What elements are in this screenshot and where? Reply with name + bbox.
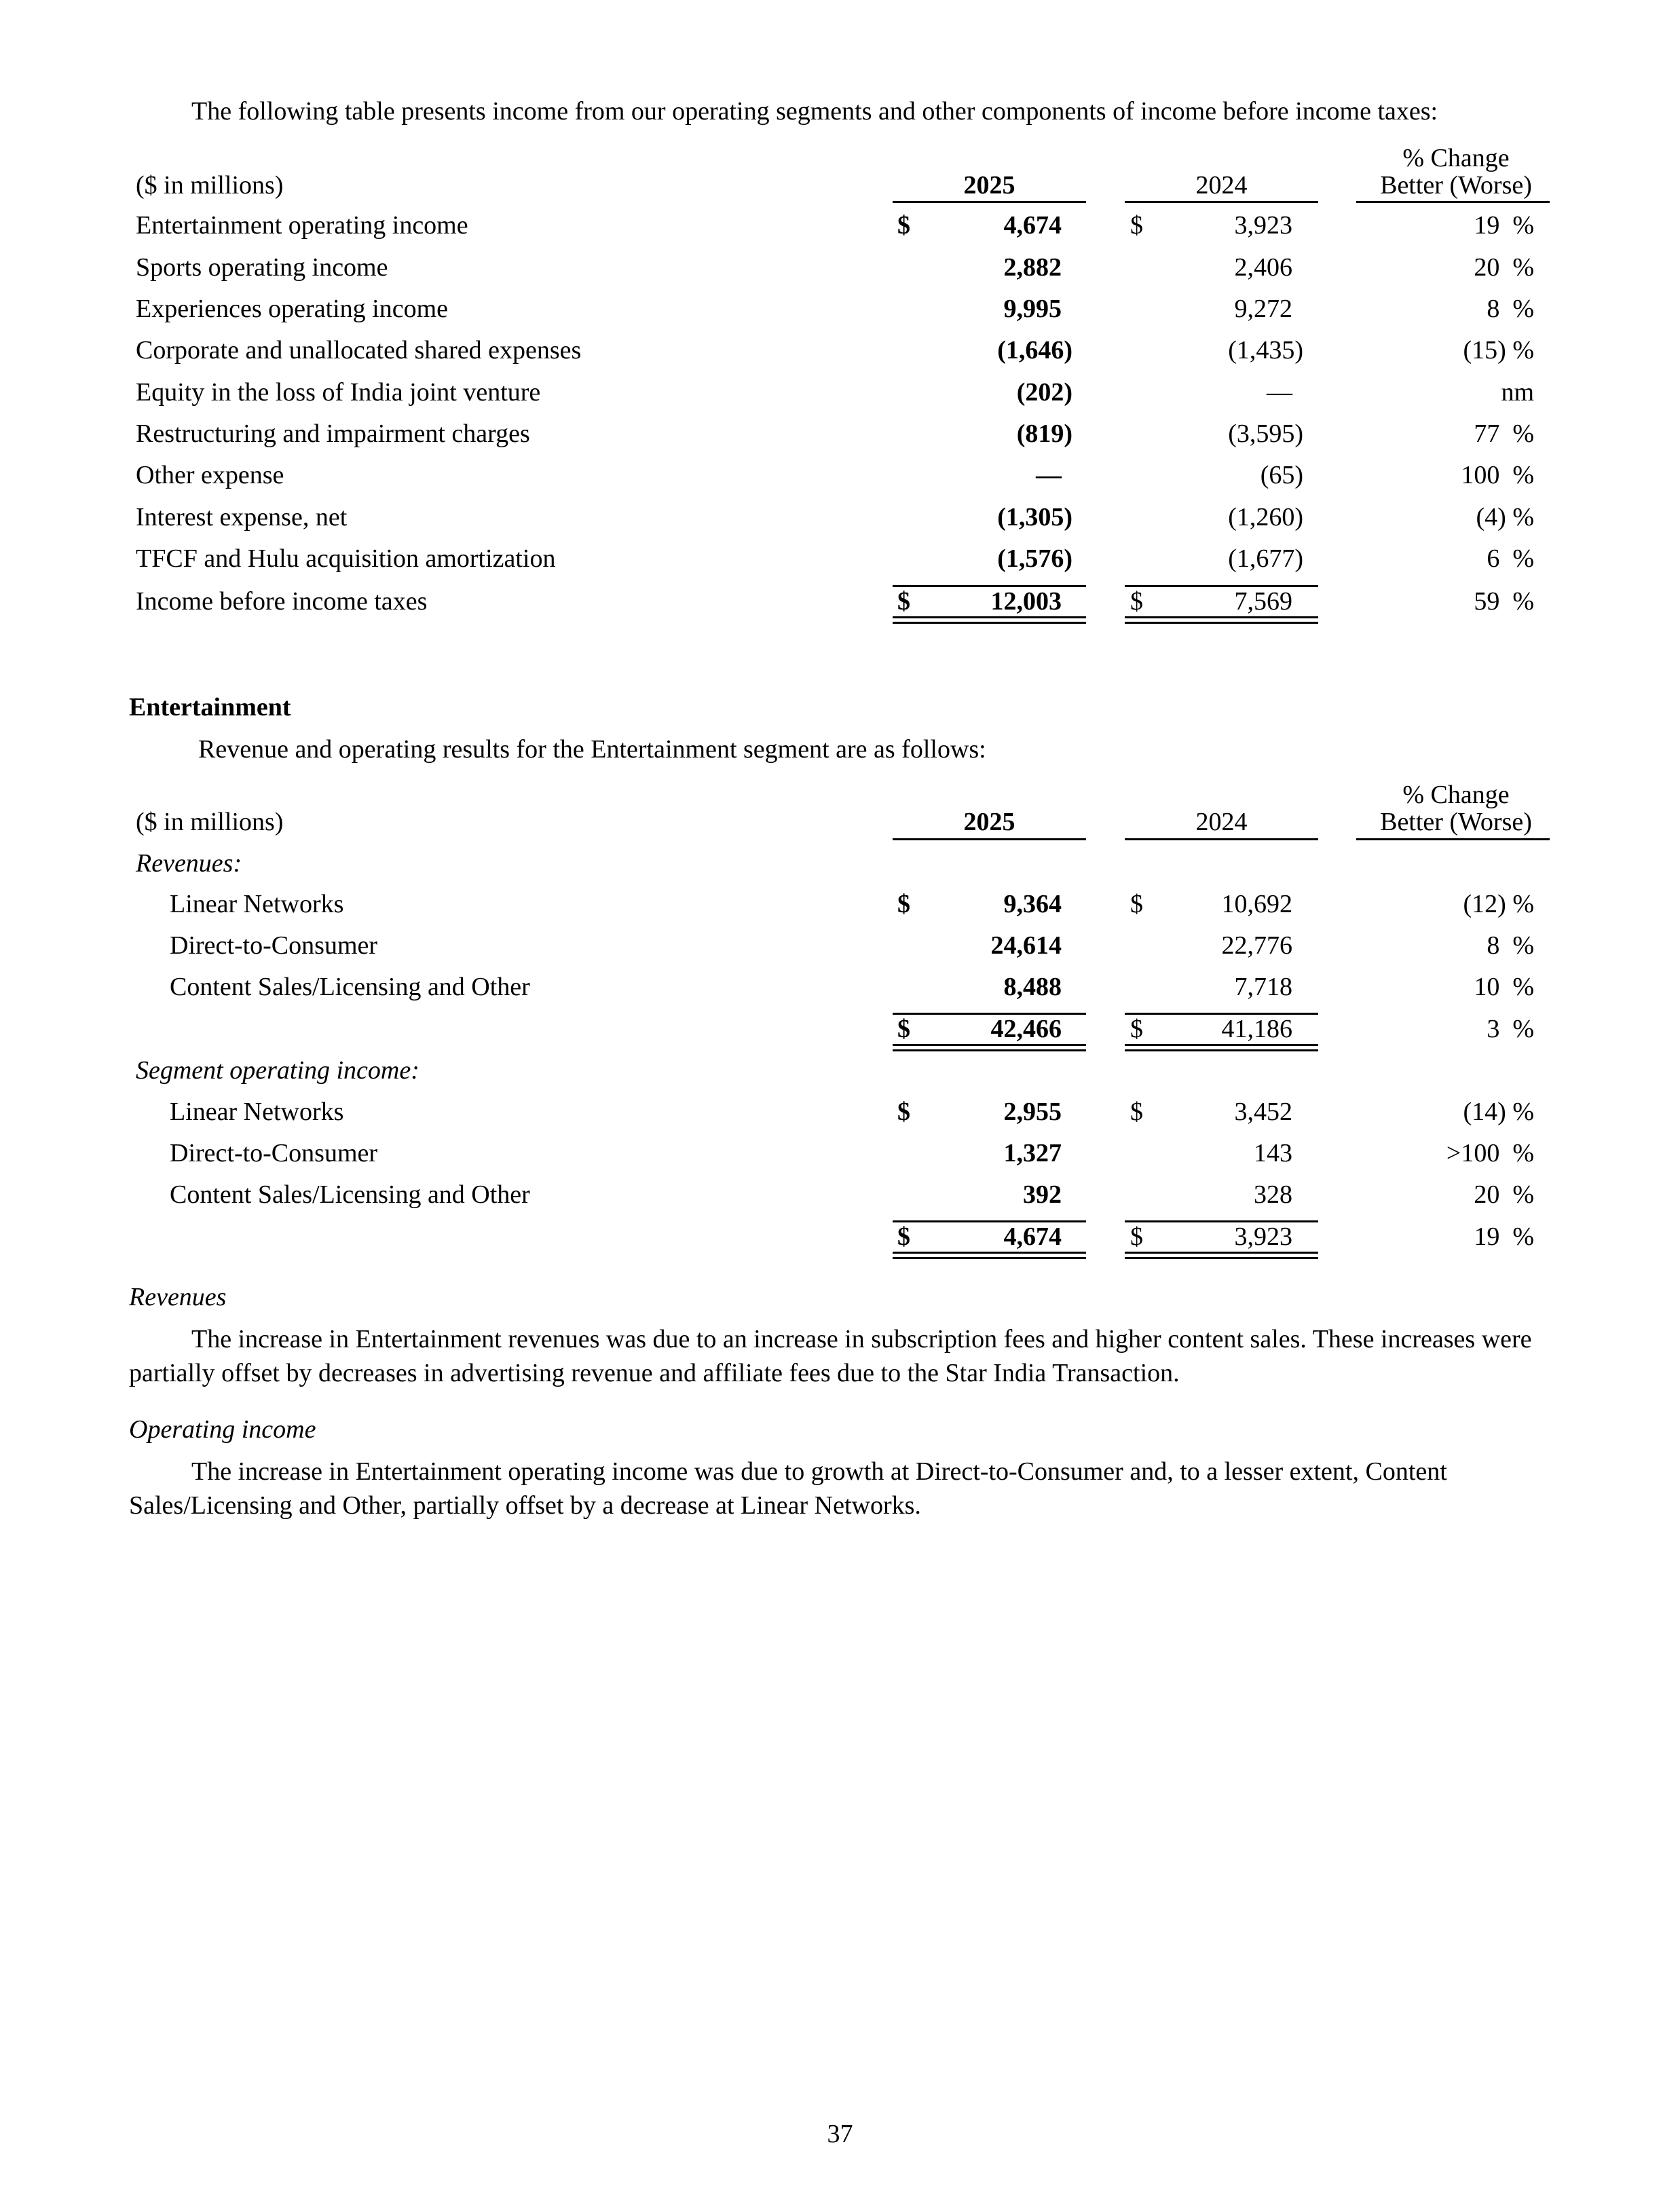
row-label: TFCF and Hulu acquisition amortization [136,544,556,573]
value-2025: 24,614 [990,931,1062,960]
value-2024: 41,186 [1221,1015,1292,1043]
row-label: Corporate and unallocated shared expenses [136,336,582,364]
change-percent: 19 % [1474,1222,1534,1251]
subtotal-rule-2024 [1125,1013,1318,1015]
value-2025: 9,995 [1003,295,1062,323]
segment-operating-income-label: Segment operating income: [136,1056,419,1085]
total-double-rule-2025 [893,1252,1086,1259]
header-rule-change [1356,838,1550,840]
value-2025: (1,576) [997,544,1072,573]
value-2025: (1,305) [997,503,1072,531]
col-2024-header: 2024 [1195,171,1248,200]
col-2025-header: 2025 [963,171,1015,200]
change-header-line1: % Change [1402,781,1510,809]
row-label: Linear Networks [170,890,344,918]
value-2025: (1,646) [997,336,1072,364]
revenues-label: Revenues: [136,849,242,878]
value-2024: 3,452 [1234,1098,1292,1126]
page-number: 37 [827,2120,853,2148]
col-2025-header: 2025 [963,808,1015,836]
row-label: Equity in the loss of India joint venture [136,378,541,407]
operating-income-heading: Operating income [129,1415,316,1444]
currency-sign-2024: $ [1130,1098,1143,1126]
header-rule-2024 [1125,838,1318,840]
row-label: Content Sales/Licensing and Other [170,1180,530,1209]
subtotal-rule-2025 [893,1013,1086,1015]
value-2025: 4,674 [1003,1222,1062,1251]
row-label: Sports operating income [136,253,388,282]
change-percent: (4) % [1476,503,1534,531]
value-2024: 22,776 [1221,931,1292,960]
row-label: Content Sales/Licensing and Other [170,973,530,1001]
header-rule-change [1356,201,1550,203]
change-header-line2: Better (Worse) [1380,171,1532,200]
subtotal-rule-2025 [893,1220,1086,1222]
row-label: Other expense [136,461,284,489]
col-2024-header: 2024 [1195,808,1248,836]
row-label: Income before income taxes [136,587,428,616]
revenues-paragraph: The increase in Entertainment revenues was due to an increase in subscription fees and higher content sales. These increases were partially offset by decreases in advertising revenue and affiliate fees due to the Star India Transaction. [129,1325,1532,1387]
value-2025: 12,003 [990,587,1062,616]
change-percent: 10 % [1474,973,1534,1001]
units-label: ($ in millions) [136,171,284,200]
value-2025: 1,327 [1003,1139,1062,1167]
value-2024: (1,435) [1228,336,1303,364]
change-percent: >100 % [1446,1139,1534,1167]
value-2024: 7,718 [1234,973,1292,1001]
header-rule-2024 [1125,201,1318,203]
change-percent: 3 % [1487,1015,1534,1043]
row-label: Entertainment operating income [136,211,468,240]
change-percent: 8 % [1487,931,1534,960]
value-2025: 2,955 [1003,1098,1062,1126]
row-label: Interest expense, net [136,503,348,531]
value-2024: — [1267,378,1292,407]
currency-sign-2025: $ [897,587,910,616]
change-header-line2: Better (Worse) [1380,808,1532,836]
currency-sign-2024: $ [1130,1015,1143,1043]
change-percent: (12) % [1463,890,1534,918]
subtotal-rule-2025 [893,585,1086,587]
change-percent: 77 % [1474,419,1534,448]
value-2025: — [1036,461,1062,489]
change-percent: 6 % [1487,544,1534,573]
units-label: ($ in millions) [136,808,284,836]
value-2024: 328 [1254,1180,1292,1209]
currency-sign-2025: $ [897,1015,910,1043]
value-2025: 42,466 [990,1015,1062,1043]
total-double-rule-2025 [893,616,1086,624]
value-2024: (1,677) [1228,544,1303,573]
value-2024: 143 [1254,1139,1292,1167]
change-percent: nm [1501,378,1534,407]
total-double-rule-2024 [1125,616,1318,624]
currency-sign-2025: $ [897,890,910,918]
change-percent: 100 % [1461,461,1534,489]
row-label: Restructuring and impairment charges [136,419,530,448]
value-2024: 3,923 [1234,211,1292,240]
change-percent: (14) % [1463,1098,1534,1126]
value-2024: (65) [1260,461,1303,489]
row-label: Direct-to-Consumer [170,931,378,960]
value-2025: (202) [1016,378,1072,407]
total-double-rule-2024 [1125,1252,1318,1259]
intro-text: The following table presents income from our operating segments and other components of income before income taxes: [191,97,1438,126]
total-double-rule-2025 [893,1044,1086,1051]
currency-sign-2025: $ [897,211,910,240]
entertainment-intro: Revenue and operating results for the Entertainment segment are as follows: [198,735,986,764]
value-2024: (1,260) [1228,503,1303,531]
value-2025: (819) [1016,419,1072,448]
change-percent: 20 % [1474,253,1534,282]
value-2024: 2,406 [1234,253,1292,282]
header-rule-2025 [893,838,1086,840]
currency-sign-2025: $ [897,1222,910,1251]
section-title-entertainment: Entertainment [129,693,291,722]
row-label: Linear Networks [170,1098,344,1126]
operating-income-paragraph: The increase in Entertainment operating income was due to growth at Direct-to-Consumer and, to a lesser extent, Content Sales/Licensing and Other, partially offset by a decrease at Linear Networks. [129,1457,1447,1520]
value-2025: 9,364 [1003,890,1062,918]
value-2025: 4,674 [1003,211,1062,240]
value-2025: 2,882 [1003,253,1062,282]
currency-sign-2024: $ [1130,587,1143,616]
row-label: Direct-to-Consumer [170,1139,378,1167]
subtotal-rule-2024 [1125,585,1318,587]
value-2024: (3,595) [1228,419,1303,448]
change-percent: 19 % [1474,211,1534,240]
value-2024: 3,923 [1234,1222,1292,1251]
row-label: Experiences operating income [136,295,449,323]
change-header-line1: % Change [1402,144,1510,172]
value-2024: 10,692 [1221,890,1292,918]
currency-sign-2024: $ [1130,890,1143,918]
change-percent: (15) % [1463,336,1534,364]
currency-sign-2024: $ [1130,211,1143,240]
header-rule-2025 [893,201,1086,203]
subtotal-rule-2024 [1125,1220,1318,1222]
change-percent: 59 % [1474,587,1534,616]
total-double-rule-2024 [1125,1044,1318,1051]
value-2025: 8,488 [1003,973,1062,1001]
revenues-heading: Revenues [129,1283,227,1311]
currency-sign-2024: $ [1130,1222,1143,1251]
change-percent: 20 % [1474,1180,1534,1209]
value-2024: 9,272 [1234,295,1292,323]
value-2025: 392 [1023,1180,1062,1209]
value-2024: 7,569 [1234,587,1292,616]
currency-sign-2025: $ [897,1098,910,1126]
change-percent: 8 % [1487,295,1534,323]
